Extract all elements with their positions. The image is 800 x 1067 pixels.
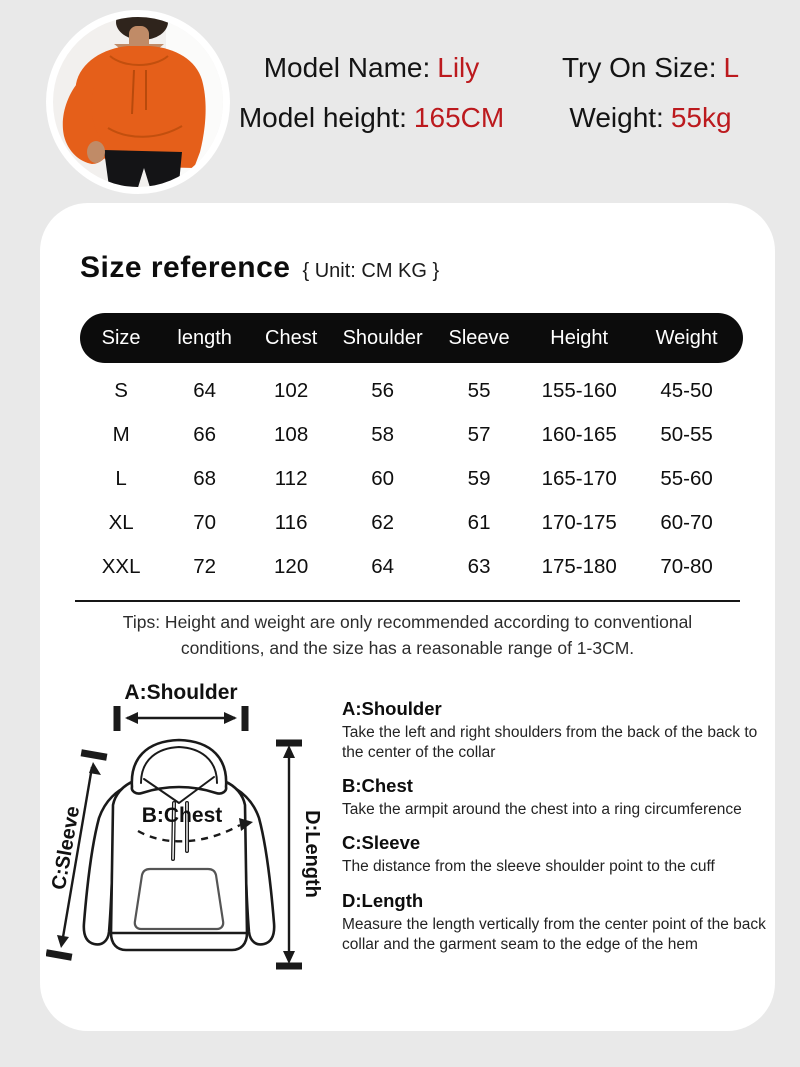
model-name-field <box>232 52 511 84</box>
table-cell: L <box>115 467 127 490</box>
table-cell: 108 <box>274 423 309 446</box>
tips-line-1: Tips: Height and weight are only recommended according to conventional <box>122 612 693 632</box>
table-cell: 62 <box>371 511 395 534</box>
guide-item-length <box>342 890 774 955</box>
shoulder-arrow <box>117 706 245 731</box>
guide-item-shoulder <box>342 698 774 763</box>
table-cell: 116 <box>274 511 308 534</box>
guide-item-desc: Measure the length vertically from the center point of the back collar and the garment seam to the edge of the hem <box>342 915 766 953</box>
table-cell: 57 <box>467 423 491 446</box>
diagram-label-sleeve: C:Sleeve <box>47 804 85 892</box>
table-cell: 112 <box>274 467 308 490</box>
table-cell: 72 <box>193 555 217 578</box>
guide-item-sleeve <box>342 832 774 877</box>
size-table-header <box>80 313 743 363</box>
table-row <box>80 545 743 589</box>
try-on-size-label: Try On Size: <box>561 52 717 83</box>
table-cell: 60-70 <box>660 511 713 534</box>
column-header-size: Size <box>101 326 141 349</box>
table-cell: 68 <box>193 467 217 490</box>
diagram-label-length: D:Length <box>301 810 323 898</box>
measure-guide <box>342 698 774 967</box>
table-cell: XL <box>108 511 134 534</box>
table-cell: 45-50 <box>660 379 713 402</box>
hoodie-measurement-diagram <box>46 681 346 981</box>
table-cell: 66 <box>193 423 217 446</box>
table-cell: 58 <box>371 423 395 446</box>
table-cell: XXL <box>101 555 141 578</box>
table-divider <box>75 600 740 602</box>
diagram-label-chest: B:Chest <box>141 804 223 827</box>
model-weight-label: Weight: <box>569 102 664 133</box>
hoodie-diagram-svg <box>46 681 346 981</box>
table-cell: 120 <box>274 555 309 578</box>
table-cell: 175-180 <box>541 555 617 578</box>
try-on-size-value: L <box>723 52 740 83</box>
table-cell: 64 <box>193 379 217 402</box>
model-photo <box>46 10 230 194</box>
table-cell: 160-165 <box>541 423 617 446</box>
column-header-weight: Weight <box>655 326 718 349</box>
length-arrow <box>276 743 302 966</box>
table-cell: 64 <box>371 555 395 578</box>
guide-item-chest <box>342 775 774 820</box>
table-cell: 70 <box>193 511 217 534</box>
size-table <box>80 369 743 589</box>
table-row <box>80 457 743 501</box>
try-on-size-field <box>511 52 790 84</box>
table-cell: M <box>112 423 130 446</box>
table-cell: 60 <box>371 467 395 490</box>
model-height-label: Model height: <box>238 102 407 133</box>
guide-item-desc: Take the left and right shoulders from the back of the back to the center of the collar <box>342 724 758 762</box>
model-name-label: Model Name: <box>263 52 431 83</box>
guide-item-title: D:Length <box>342 889 424 911</box>
tips-line-2: conditions, and the size has a reasonable range of 1-3CM. <box>180 638 635 659</box>
size-reference-title: Size reference <box>80 251 291 284</box>
unit-note: { Unit: CM KG } <box>302 260 440 282</box>
table-cell: 165-170 <box>541 467 617 490</box>
diagram-label-shoulder: A:Shoulder <box>124 681 238 704</box>
table-cell: 170-175 <box>541 511 617 534</box>
table-cell: 50-55 <box>660 423 713 446</box>
size-reference-card <box>40 203 775 1031</box>
table-cell: 55-60 <box>660 467 713 490</box>
column-header-shoulder: Shoulder <box>342 326 423 349</box>
table-cell: 70-80 <box>660 555 713 578</box>
size-reference-header <box>80 251 439 285</box>
table-cell: 61 <box>467 511 491 534</box>
table-cell: 102 <box>274 379 309 402</box>
table-cell: 155-160 <box>541 379 617 402</box>
column-header-sleeve: Sleeve <box>448 326 510 349</box>
model-photo-illustration <box>46 10 230 194</box>
model-info <box>232 52 790 134</box>
table-cell: 59 <box>467 467 491 490</box>
column-header-length: length <box>177 326 232 349</box>
table-cell: 63 <box>467 555 491 578</box>
guide-item-title: B:Chest <box>342 775 413 797</box>
model-height-field <box>232 102 511 134</box>
model-weight-value: 55kg <box>670 102 732 133</box>
table-row <box>80 369 743 413</box>
guide-item-title: C:Sleeve <box>342 832 421 854</box>
column-header-chest: Chest <box>265 326 318 349</box>
model-name-value: Lily <box>437 52 480 83</box>
tips-text <box>40 609 775 662</box>
model-height-value: 165CM <box>413 102 505 133</box>
guide-item-desc: Take the armpit around the chest into a ring circumference <box>342 801 742 819</box>
table-cell: 56 <box>371 379 395 402</box>
table-row <box>80 501 743 545</box>
table-cell: 55 <box>467 379 491 402</box>
table-row <box>80 413 743 457</box>
table-cell: S <box>114 379 128 402</box>
column-header-height: Height <box>550 326 609 349</box>
model-weight-field <box>511 102 790 134</box>
guide-item-desc: The distance from the sleeve shoulder point to the cuff <box>342 858 715 876</box>
guide-item-title: A:Shoulder <box>342 698 442 719</box>
